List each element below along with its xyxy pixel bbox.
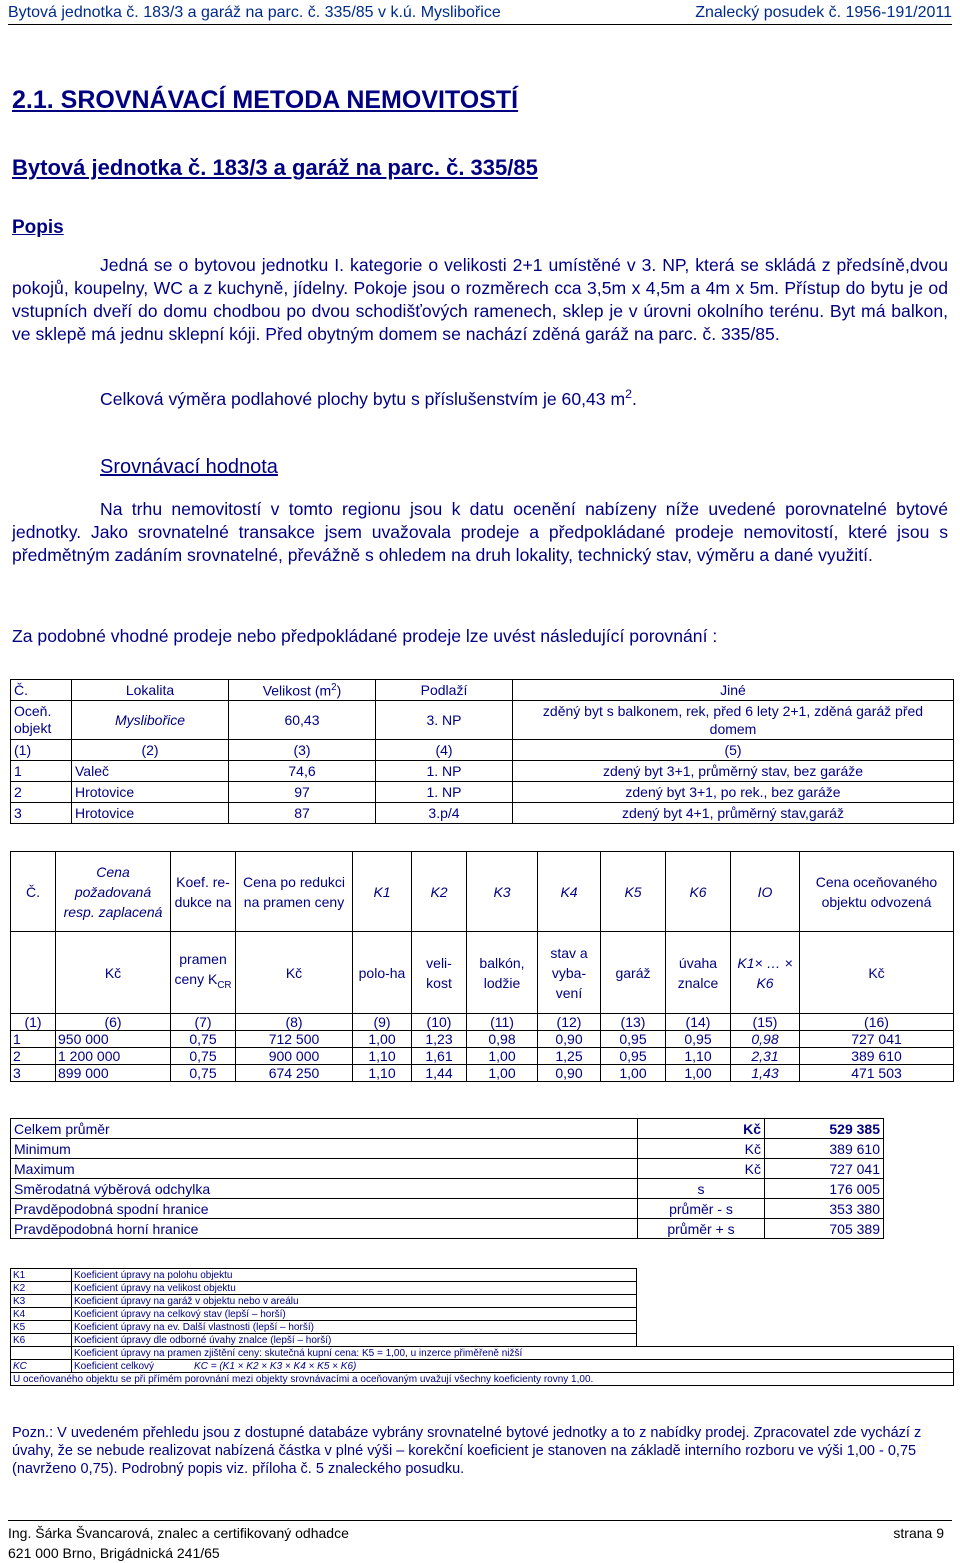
sub-pramen: pramen ceny $K_{CR}$ <box>171 932 236 1014</box>
table-row <box>11 1048 954 1065</box>
sub-uvaha: úvaha znalce <box>666 932 731 1014</box>
legend-row: K3 Koeficient úpravy na garáž v objektu nebo v areálu <box>11 1295 954 1308</box>
srovnavaci-heading: Srovnávací hodnota <box>100 456 278 478</box>
statistics-table <box>10 1118 884 1239</box>
table-cell: 2,31 <box>731 1048 800 1065</box>
table-cell: 1,25 <box>538 1048 601 1065</box>
lead-text: Za podobné vhodné prodeje nebo předpokládané prodeje lze uvést následující porovnání : <box>12 626 718 646</box>
table-cell: 1,00 <box>601 1065 666 1082</box>
table-header-row <box>11 680 954 701</box>
table-header-row <box>11 852 954 932</box>
table-cell: 471 503 <box>800 1065 954 1082</box>
coefficient-table <box>10 851 954 1082</box>
table-cell: 0,95 <box>601 1031 666 1048</box>
num-cell: (4) <box>376 740 513 761</box>
table-row: Pravděpodobná horní hranice průměr + s 705 389 <box>11 1219 884 1239</box>
header-left: Bytová jednotka č. 183/3 a garáž na parc. č. 335/85 v k.ú. Myslibořice <box>8 4 501 21</box>
sub-kc: Kč <box>56 932 171 1014</box>
th-io: IO <box>731 852 800 932</box>
table-cell: 950 000 <box>56 1031 171 1048</box>
table-subheader-row <box>11 932 954 1014</box>
table-cell: 1,10 <box>666 1048 731 1065</box>
vymera-line <box>100 383 940 411</box>
num-cell: (10) <box>412 1014 467 1031</box>
table-cell: 1,61 <box>412 1048 467 1065</box>
legend-row: K6 Koeficient úpravy dle odborné úvahy znalce (lepší – horší) <box>11 1334 954 1347</box>
footer-address: 621 000 Brno, Brigádnická 241/65 <box>8 1545 220 1561</box>
table-cell: 389 610 <box>800 1048 954 1065</box>
table-cell: 674 250 <box>236 1065 353 1082</box>
table-row: Směrodatná výběrová odchylka s 176 005 <box>11 1179 884 1199</box>
subject-podlazi: 3. NP <box>376 701 513 740</box>
th-c: Č. <box>11 852 56 932</box>
popis-heading: Popis <box>12 217 64 238</box>
th-ocen: Cena oceňovaného objektu odvozená <box>800 852 954 932</box>
popis-text: Jedná se o bytovou jednotku I. kategorie o velikosti 2+1 umístěné v 3. NP, která se skládá z předsíně,dvou pokojů, koupelny, WC a z kuchyně, jídelny. Pokoje jsou o rozměrech cca 3,5m x 4,5m a 4m x 5m. Přístup do bytu je od vstupních dveří do domu chodbou po dvou schodišťových ramenech, sklep je v úrovni okolního terénu. Byt má balkon, ve sklepě má jednu sklepní kóji. Před obytným domem se nachází zděná garáž na parc. č. 335/85. <box>12 255 948 344</box>
legend-row: K5 Koeficient úpravy na ev. Další vlastnosti (lepší – horší) <box>11 1321 954 1334</box>
subject-lokalita: Myslibořice <box>72 701 229 740</box>
subtitle: Bytová jednotka č. 183/3 a garáž na parc. č. 335/85 <box>12 155 538 180</box>
th-k3: K3 <box>467 852 538 932</box>
table-row <box>11 1065 954 1082</box>
sub-kc: Kč <box>800 932 954 1014</box>
table-cell: 0,98 <box>731 1031 800 1048</box>
sub-garaz: garáž <box>601 932 666 1014</box>
th-k6: K6 <box>666 852 731 932</box>
subject-velikost: 60,43 <box>229 701 376 740</box>
table-row: Celkem průměr Kč 529 385 <box>11 1119 884 1139</box>
srovnavaci-paragraph <box>12 498 948 567</box>
table-cell: 1 <box>11 1031 56 1048</box>
numbering-row <box>11 1014 954 1031</box>
th-cena: Cena požadovaná resp. zaplacená <box>56 852 171 932</box>
legend-row: KC Koeficient celkový KC = (K1 × K2 × K3 × K4 × K5 × K6) <box>11 1360 954 1373</box>
sub-velikost: veli-kost <box>412 932 467 1014</box>
vymera-text: Celková výměra podlahové plochy bytu s příslušenstvím je 60,43 m <box>100 388 626 409</box>
th-k1: K1 <box>353 852 412 932</box>
num-cell: (14) <box>666 1014 731 1031</box>
num-cell: (3) <box>229 740 376 761</box>
header-right: Znalecký posudek č. 1956-191/2011 <box>695 4 952 21</box>
table-cell: 3 <box>11 1065 56 1082</box>
num-cell: (1) <box>11 740 72 761</box>
table-cell: 1,43 <box>731 1065 800 1082</box>
table-cell: 900 000 <box>236 1048 353 1065</box>
legend-row: Koeficient úpravy na pramen zjištění ceny: skutečná kupní cena: K5 = 1,00, u inzerce přiměřeně nižší <box>11 1347 954 1360</box>
table-cell: 1,10 <box>353 1048 412 1065</box>
num-cell: (6) <box>56 1014 171 1031</box>
th-k4: K4 <box>538 852 601 932</box>
table-row: Minimum Kč 389 610 <box>11 1139 884 1159</box>
sub-stav: stav a vyba-vení <box>538 932 601 1014</box>
table-cell: 0,95 <box>601 1048 666 1065</box>
num-cell: (1) <box>11 1014 56 1031</box>
subject-label: Oceň. objekt <box>11 701 72 740</box>
table-row: 2 Hrotovice 97 1. NP zdený byt 3+1, po rek., bez garáže <box>11 782 954 803</box>
th-c: Č. <box>11 680 72 701</box>
table-cell: 1,00 <box>467 1065 538 1082</box>
th-k5: K5 <box>601 852 666 932</box>
legend-row: U oceňovaného objektu se při přímém porovnání mezi objekty srovnávacími a oceňovaným uvažují všechny koeficienty rovny 1,00. <box>11 1373 954 1386</box>
table-cell: 1,00 <box>353 1031 412 1048</box>
sub-kc: Kč <box>236 932 353 1014</box>
th-k2: K2 <box>412 852 467 932</box>
table-cell: 1,00 <box>666 1065 731 1082</box>
table-cell: 1,44 <box>412 1065 467 1082</box>
sub-io: K1× … × K6 <box>731 932 800 1014</box>
num-cell: (2) <box>72 740 229 761</box>
page-title: 2.1. SROVNÁVACÍ METODA NEMOVITOSTÍ <box>12 86 519 114</box>
numbering-row <box>11 740 954 761</box>
vymera-sup: 2 <box>625 387 632 401</box>
table-cell: 1,23 <box>412 1031 467 1048</box>
legend-row: K1 Koeficient úpravy na polohu objektu <box>11 1269 954 1282</box>
table-cell: 0,75 <box>171 1065 236 1082</box>
table-cell: 899 000 <box>56 1065 171 1082</box>
sub-empty <box>11 932 56 1014</box>
table-cell: 0,90 <box>538 1065 601 1082</box>
num-cell: (13) <box>601 1014 666 1031</box>
table-row: Pravděpodobná spodní hranice průměr - s 353 380 <box>11 1199 884 1219</box>
num-cell: (16) <box>800 1014 954 1031</box>
legend-table <box>10 1268 954 1386</box>
note-text: Pozn.: V uvedeném přehledu jsou z dostupné databáze vybrány srovnatelné bytové jednotky a to z nabídky prodej. Zpracovatel zde vychází z úvahy, že se nebude realizovat nabízená částka v plné výši – korekční koeficient je stanoven na základě interního rozboru ve výši 1,00 - 0,75 (navrženo 0,75). Podrobný popis viz. příloha č. 5 znaleckého posudku. <box>12 1425 922 1477</box>
num-cell: (11) <box>467 1014 538 1031</box>
num-cell: (5) <box>513 740 954 761</box>
comparison-table <box>10 679 954 824</box>
page-header <box>8 2 952 25</box>
num-cell: (12) <box>538 1014 601 1031</box>
th-podlazi: Podlaží <box>376 680 513 701</box>
table-row <box>11 701 954 740</box>
num-cell: (7) <box>171 1014 236 1031</box>
table-cell: 0,90 <box>538 1031 601 1048</box>
table-row: 1 Valeč 74,6 1. NP zdený byt 3+1, průměrný stav, bez garáže <box>11 761 954 782</box>
table-cell: 727 041 <box>800 1031 954 1048</box>
footer-author: Ing. Šárka Švancarová, znalec a certifikovaný odhadce <box>8 1525 349 1541</box>
th-velikost: Velikost $(m^2)$ <box>229 680 376 701</box>
sub-balkon: balkón, lodžie <box>467 932 538 1014</box>
table-cell: 1,00 <box>467 1048 538 1065</box>
num-cell: (8) <box>236 1014 353 1031</box>
th-koef: Koef. re-dukce na <box>171 852 236 932</box>
th-cenapo: Cena po redukci na pramen ceny <box>236 852 353 932</box>
vymera-end: . <box>632 388 637 409</box>
popis-paragraph <box>12 254 948 346</box>
srovnavaci-text: Na trhu nemovitostí v tomto regionu jsou k datu ocenění nabízeny níže uvedené porovnatelné bytové jednotky. Jako srovnatelné transakce jsem uvažovala prodeje a předpokládané prodeje nemovitostí, které jsou s předmětným zadáním srovnatelné, převážně s ohledem na druh lokality, technický stav, výměru a dané využití. <box>12 499 948 565</box>
th-lokalita: Lokalita <box>72 680 229 701</box>
table-cell: 0,75 <box>171 1031 236 1048</box>
table-cell: 0,75 <box>171 1048 236 1065</box>
table-cell: 2 <box>11 1048 56 1065</box>
table-row <box>11 1031 954 1048</box>
table-cell: 0,98 <box>467 1031 538 1048</box>
footer-page: strana 9 <box>893 1525 944 1541</box>
num-cell: (9) <box>353 1014 412 1031</box>
table-cell: 712 500 <box>236 1031 353 1048</box>
subject-jine: zděný byt s balkonem, rek, před 6 lety 2+1, zděná garáž před domem <box>513 701 954 740</box>
legend-row: K2 Koeficient úpravy na velikost objektu <box>11 1282 954 1295</box>
table-row: Maximum Kč 727 041 <box>11 1159 884 1179</box>
table-cell: 0,95 <box>666 1031 731 1048</box>
num-cell: (15) <box>731 1014 800 1031</box>
table-cell: 1 200 000 <box>56 1048 171 1065</box>
th-jine: Jiné <box>513 680 954 701</box>
table-row: 3 Hrotovice 87 3.p/4 zdený byt 4+1, průměrný stav,garáž <box>11 803 954 824</box>
sub-poloha: polo-ha <box>353 932 412 1014</box>
legend-row: K4 Koeficient úpravy na celkový stav (lepší – horší) <box>11 1308 954 1321</box>
page-footer <box>8 1520 952 1561</box>
table-cell: 1,10 <box>353 1065 412 1082</box>
